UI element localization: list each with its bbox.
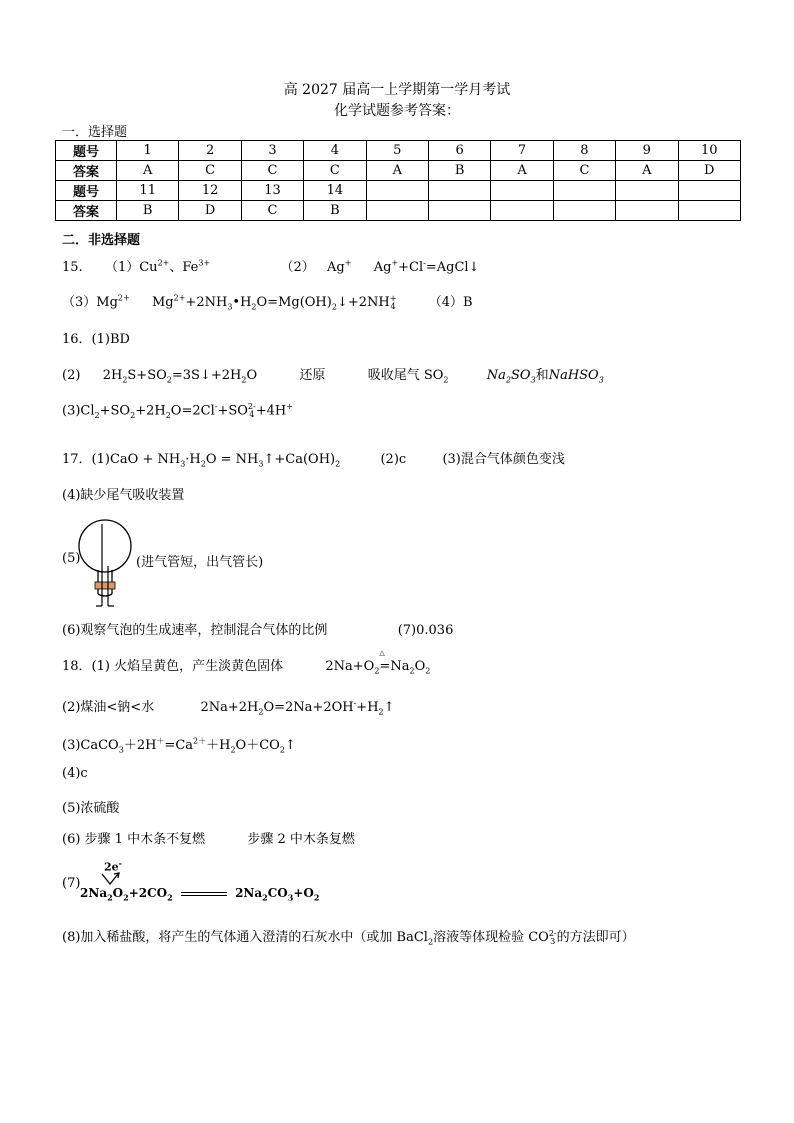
q18-line4: (4)c bbox=[62, 766, 88, 781]
answer-table-row-label: 题号 bbox=[56, 181, 117, 201]
answer-table-cell bbox=[616, 181, 678, 201]
answer-table-cell: 11 bbox=[117, 181, 179, 201]
answer-table-cell bbox=[491, 181, 553, 201]
answer-table-cell: 13 bbox=[241, 181, 303, 201]
q18-line2: (2)煤油<钠<水 $2Na+2H_2O=2Na+2OH^-+H_2↑$ bbox=[62, 698, 395, 717]
answer-table-cell bbox=[366, 201, 428, 221]
q17-line2: (4)缺少尾气吸收装置 bbox=[62, 488, 185, 503]
answer-table-cell: 10 bbox=[678, 141, 740, 161]
q18-line3: $(3)CaCO_3+2H^+=Ca^{2+}+H_2O+CO_2↑$ bbox=[62, 736, 296, 755]
answer-table-cell bbox=[616, 201, 678, 221]
q16-line3: $(3)Cl_2+SO_2+2H_2O=2Cl^-+SO$ 2- 4 +4H+ bbox=[62, 401, 293, 420]
q18-line7-label: (7) bbox=[62, 876, 81, 891]
answer-table-cell bbox=[678, 201, 740, 221]
answer-table-cell: 4 bbox=[304, 141, 366, 161]
electron-transfer-label: 2e- bbox=[104, 858, 122, 874]
answer-table-cell bbox=[428, 181, 490, 201]
section1-heading: 一．选择题 bbox=[62, 125, 128, 140]
answer-table-cell: A bbox=[117, 161, 179, 181]
q18-line7-equation: $2Na_2O_2+2CO_2$ $2Na_2CO_3+O_2$ bbox=[80, 886, 320, 903]
q17-line3-note: (进气管短，出气管长) bbox=[136, 555, 264, 570]
q18-line6: (6) 步骤 1 中木条不复燃 步骤 2 中木条复燃 bbox=[62, 832, 355, 847]
answer-table-row-label: 题号 bbox=[56, 141, 117, 161]
answer-table-cell: 2 bbox=[179, 141, 241, 161]
answer-table-row bbox=[56, 181, 741, 201]
answer-table-cell: 6 bbox=[428, 141, 490, 161]
answer-table-cell bbox=[678, 181, 740, 201]
gas-washing-apparatus-illustration bbox=[74, 510, 136, 610]
answer-table-cell: 1 bbox=[117, 141, 179, 161]
q18-line8: (8)加入稀盐酸，将产生的气体通入澄清的石灰水中（或加 BaCl$_2$溶液等体现检验 CO 2- 3 的方法即可） bbox=[62, 928, 635, 947]
answer-table-cell: 9 bbox=[616, 141, 678, 161]
q16-line1: 16．(1)BD bbox=[62, 332, 130, 347]
answer-table-row bbox=[56, 201, 741, 221]
q16-line2: (2) $2H_2S+SO_2=3S↓+2H_2O$ 还原 吸收尾气 $SO_2$ $Na_2SO_3$和NaHSO$_3$ bbox=[62, 368, 604, 385]
electron-transfer-arrow bbox=[100, 872, 124, 886]
q15-line2: $(3)Mg^{2+}$ $Mg^{2+}+2NH_3•H_2O=Mg(OH)_2↓+2NH$ + 4 （4）B bbox=[62, 293, 473, 312]
answer-table-cell: 3 bbox=[241, 141, 303, 161]
answer-table-cell: 8 bbox=[553, 141, 615, 161]
answer-table-cell: B bbox=[428, 161, 490, 181]
answer-table-cell: A bbox=[366, 161, 428, 181]
q18-line1: 18．(1) 火焰呈黄色，产生淡黄色固体 $2Na+O_2$ △ $=Na_2O_2$ bbox=[62, 649, 431, 676]
answer-table-cell: A bbox=[491, 161, 553, 181]
answer-table-cell: 7 bbox=[491, 141, 553, 161]
answer-table-cell: C bbox=[304, 161, 366, 181]
answer-table-cell bbox=[366, 181, 428, 201]
answer-table-cell bbox=[553, 181, 615, 201]
answer-table-cell: D bbox=[179, 201, 241, 221]
answer-table-cell: C bbox=[241, 201, 303, 221]
answer-table-cell: D bbox=[678, 161, 740, 181]
answer-table-cell bbox=[428, 201, 490, 221]
answer-table-cell: A bbox=[616, 161, 678, 181]
exam-subtitle: 化学试题参考答案： bbox=[334, 103, 460, 119]
answer-table-row-label: 答案 bbox=[56, 161, 117, 181]
q17-line1: 17．$(1)CaO + NH_3\cdot H_2O$ = $NH_3↑+Ca(OH)_2$ (2)c (3)混合气体颜色变浅 bbox=[62, 452, 565, 469]
answer-table-cell: B bbox=[304, 201, 366, 221]
answer-table-row bbox=[56, 141, 741, 161]
q18-line5: (5)浓硫酸 bbox=[62, 801, 120, 816]
answer-table-cell bbox=[491, 201, 553, 221]
answer-table-row-label: 答案 bbox=[56, 201, 117, 221]
q17-line3-label: (5) bbox=[62, 551, 81, 566]
answer-table-cell: C bbox=[241, 161, 303, 181]
answer-table-cell: C bbox=[179, 161, 241, 181]
answer-table-cell bbox=[553, 201, 615, 221]
answer-table-cell: 12 bbox=[179, 181, 241, 201]
q15-line1: 15. $(1)Cu^{2+}$、$Fe^{3+}$ （2） Ag+ Ag++Cl-=AgCl↓ bbox=[62, 258, 480, 275]
answer-table-cell: C bbox=[553, 161, 615, 181]
answer-table-row bbox=[56, 161, 741, 181]
answer-table-cell: B bbox=[117, 201, 179, 221]
q17-line4: (6)观察气泡的生成速率，控制混合气体的比例 (7)0.036 bbox=[62, 623, 454, 638]
exam-title: 高 2027 届高一上学期第一学月考试 bbox=[283, 82, 511, 98]
answer-table-cell: 14 bbox=[304, 181, 366, 201]
multiple-choice-answer-table bbox=[55, 140, 741, 221]
answer-table-cell: 5 bbox=[366, 141, 428, 161]
section2-heading: 二．非选择题 bbox=[62, 233, 141, 248]
